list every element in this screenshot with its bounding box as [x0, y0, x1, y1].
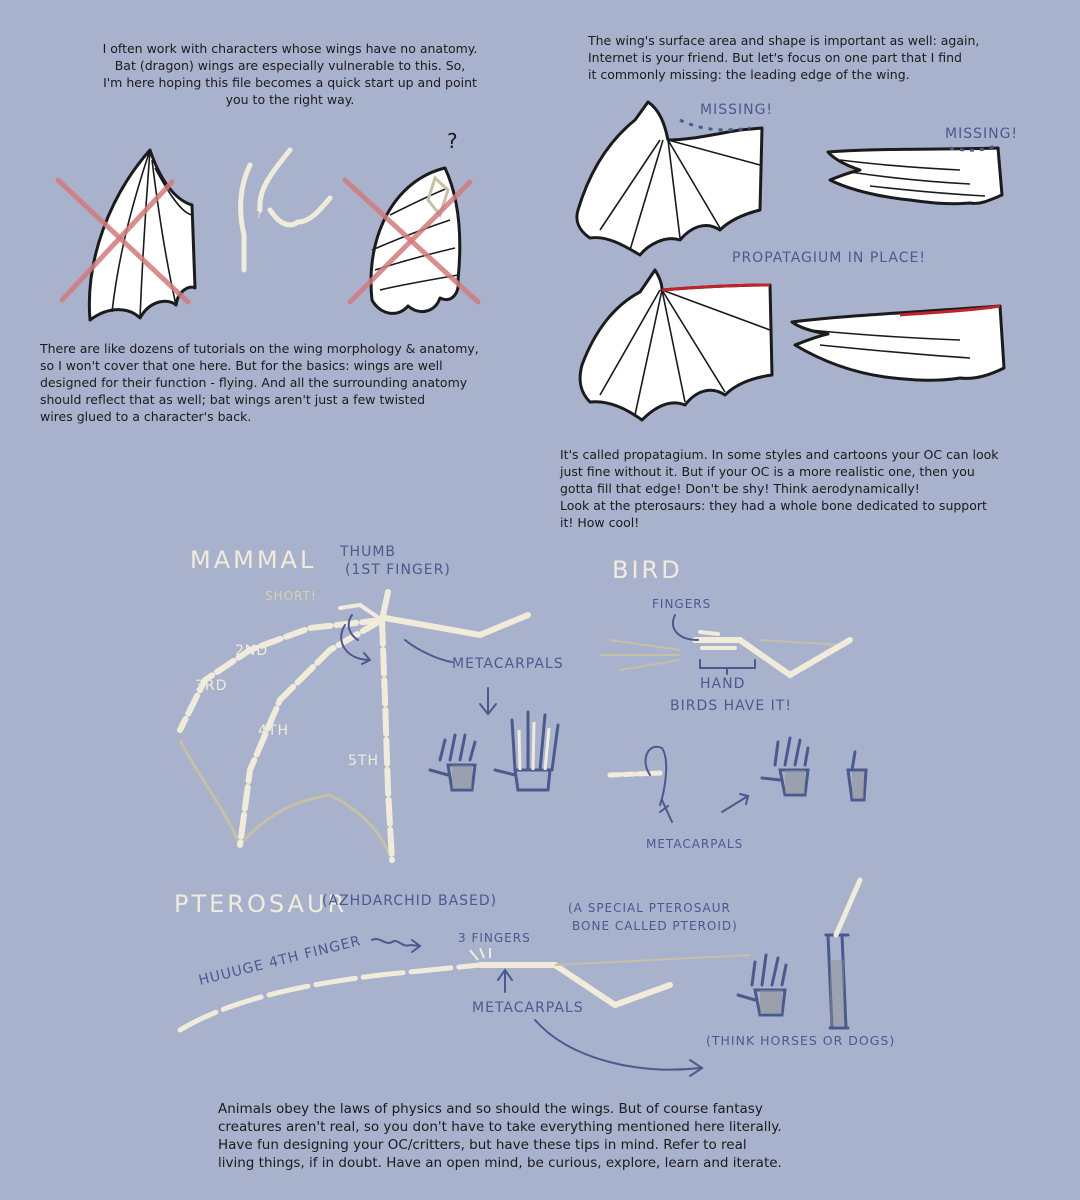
bird-hand-human [762, 738, 808, 795]
label-azhdarchid: (AZHDARCHID BASED) [322, 893, 498, 909]
tutorials-line: should reflect that as well; bat wings aren't just a few twisted [40, 392, 426, 407]
label-pteroid-sub: BONE CALLED PTEROID) [572, 919, 738, 933]
propatagium-line: just fine without it. But if your OC is a more realistic one, then you [560, 464, 975, 479]
label-second: 2ND [235, 643, 269, 659]
outro-line: living things, if in doubt. Have an open mind, be curious, explore, learn and iterate. [218, 1155, 782, 1171]
label-short: SHORT! [265, 589, 317, 603]
bird-wing-with-propatagium [792, 306, 1004, 380]
surface-line: The wing's surface area and shape is important as well: again, [588, 33, 980, 48]
bird-small-diagram [610, 747, 748, 822]
label-pteroid: (A SPECIAL PTEROSAUR [568, 901, 731, 915]
propatagium-line: Look at the pterosaurs: they had a whole bone dedicated to support [560, 498, 987, 513]
tutorials-line: wires glued to a character's back. [40, 409, 252, 424]
label-third: 3RD [195, 678, 228, 694]
intro-text [60, 40, 520, 108]
intro-line: Bat (dragon) wings are especially vulnerable to this. So, [114, 58, 466, 73]
label-huuuge: HUUUGE 4TH FINGER [197, 932, 363, 989]
tutorials-line: designed for their function - flying. And all the surrounding anatomy [40, 375, 468, 390]
title-bird: BIRD [612, 556, 683, 584]
label-thumb: THUMB [340, 544, 397, 560]
surface-line: Internet is your friend. But let's focus on one part that I find [588, 50, 962, 65]
tutorials-line: so I won't cover that one here. But for the basics: wings are well [40, 358, 443, 373]
intro-line: I'm here hoping this file becomes a quick start up and point [103, 75, 477, 90]
tutorials-line: There are like dozens of tutorials on the wing morphology & anatomy, [40, 341, 479, 356]
title-pterosaur: PTEROSAUR [174, 890, 348, 918]
label-three-fingers: 3 FINGERS [458, 931, 531, 945]
mammal-hand-bat [495, 712, 558, 790]
bat-wing-missing-edge [577, 102, 762, 255]
outro-line: Have fun designing your OC/critters, but have these tips in mind. Refer to real [218, 1137, 747, 1153]
label-propatagium-in-place: PROPATAGIUM IN PLACE! [732, 250, 926, 266]
bird-skeleton [600, 615, 850, 675]
outro-line: creatures aren't real, so you don't have to take everything mentioned here literally. [218, 1119, 782, 1135]
propatagium-line: gotta fill that edge! Don't be shy! Think aerodynamically! [560, 481, 920, 496]
mammal-hand-human [430, 735, 475, 790]
label-metacarpals-bird: METACARPALS [646, 837, 744, 851]
outro-line: Animals obey the laws of physics and so should the wings. But of course fantasy [218, 1101, 763, 1117]
feather-wing-wrong [371, 129, 460, 313]
question-small: ? [256, 207, 264, 221]
propatagium-text [560, 446, 1070, 531]
surface-text [588, 32, 1058, 83]
intro-line: you to the right way. [225, 92, 355, 107]
propatagium-line: it! How cool! [560, 515, 640, 530]
label-missing-bird: MISSING! [945, 126, 1019, 142]
label-hand: HAND [700, 676, 746, 692]
propatagium-line: It's called propatagium. In some styles and cartoons your OC can look [560, 447, 999, 462]
intro-line: I often work with characters whose wings have no anatomy. [102, 41, 478, 56]
label-birds-have-it: BIRDS HAVE IT! [670, 698, 792, 714]
bat-wing-with-propatagium [580, 270, 772, 420]
huuuge-arrow [372, 939, 420, 952]
wire-skeleton [241, 150, 330, 270]
label-missing-bat: MISSING! [700, 102, 774, 118]
label-think-horses: (THINK HORSES OR DOGS) [706, 1033, 896, 1048]
bird-wing-missing-edge [828, 146, 1002, 204]
label-fourth: 4TH [258, 723, 289, 739]
label-thumb-sub: (1ST FINGER) [345, 562, 451, 578]
pterosaur-hand-hoof [826, 880, 860, 1028]
label-fifth: 5TH [348, 753, 379, 769]
question-mark: ? [447, 129, 459, 153]
mammal-skeleton [180, 592, 528, 860]
pterosaur-hand-human [738, 955, 786, 1015]
label-metacarpals-ptero: METACARPALS [472, 1000, 584, 1016]
tutorials-text [40, 340, 560, 425]
title-mammal: MAMMAL [190, 546, 317, 574]
label-fingers: FINGERS [652, 597, 712, 611]
label-metacarpals-mammal: METACARPALS [452, 656, 564, 672]
outro-text [218, 1100, 878, 1172]
bird-hand-reduced [848, 752, 866, 800]
surface-line: it commonly missing: the leading edge of the wing. [588, 67, 910, 82]
